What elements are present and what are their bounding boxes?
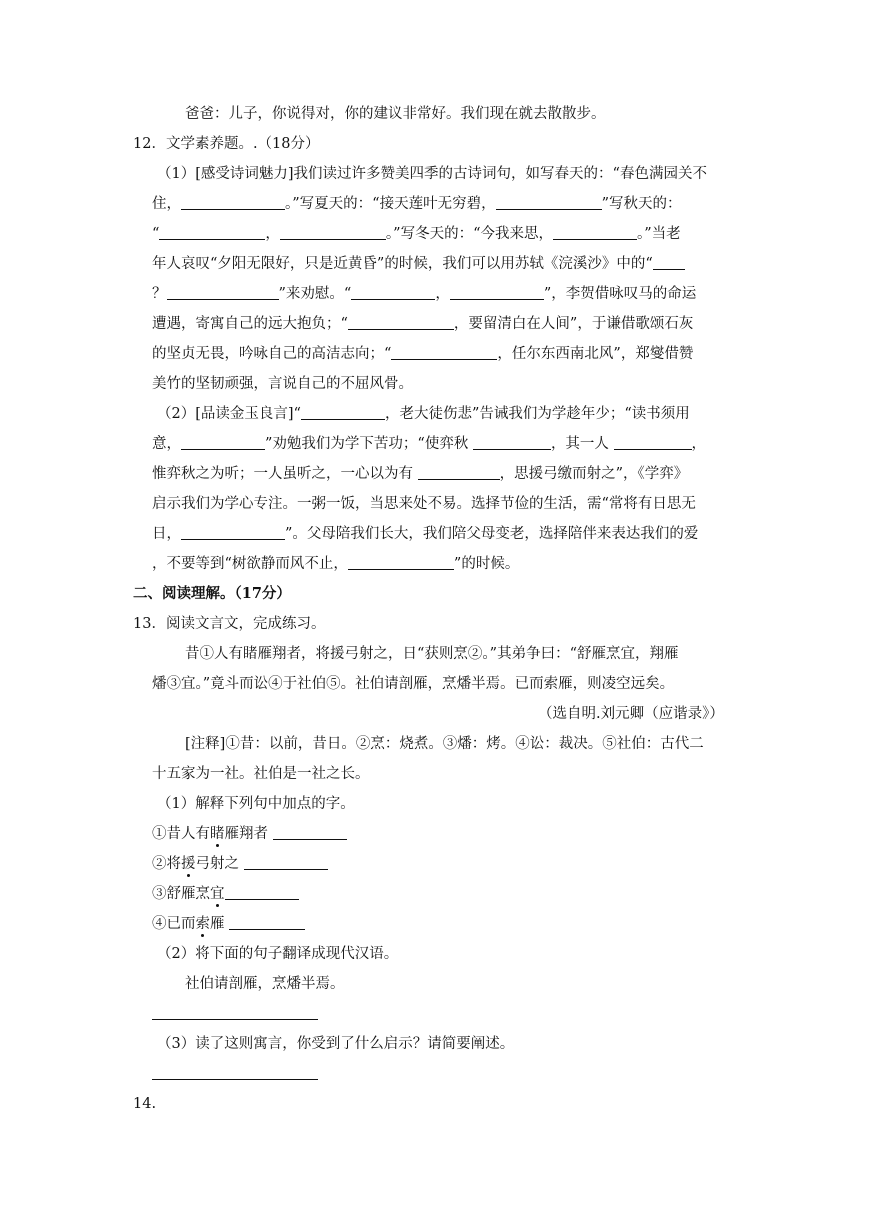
answer-blank[interactable] [301, 405, 385, 420]
sub-item: 社伯请剖雁，烹燔半焉。 [185, 976, 345, 992]
answer-blank[interactable] [167, 285, 279, 300]
text-line: ？ ”来劝慰。“ ， ”，李贺借咏叹马的命运 [152, 286, 697, 302]
section-heading: 二、阅读理解。（17分） [133, 585, 291, 602]
annotation-line: [注释]①昔：以前，昔日。②烹：烧煮。③燔：烤。④讼：裁决。⑤社伯：古代二 [185, 736, 704, 752]
answer-blank[interactable] [450, 285, 544, 300]
text-line: “ ， 。”写冬天的：“今我来思， 。”当老 [152, 226, 681, 242]
text-line: 日， ”。父母陪我们长大，我们陪父母变老，选择陪伴来表达我们的爱 [152, 526, 699, 542]
answer-blank[interactable] [181, 195, 285, 210]
text-line: （2）[品读金玉良言]“ ，老大徒伤悲”告诫我们为学趁年少；“读书须用 [157, 406, 690, 422]
answer-blank[interactable] [348, 315, 454, 330]
sub-item: ③舒雁烹宜 [152, 884, 299, 904]
annotation-line: 十五家为一社。社伯是一社之长。 [152, 766, 370, 782]
passage-source: （选自明.刘元卿（应谐录》） [538, 706, 724, 722]
answer-line[interactable] [152, 1004, 318, 1024]
question-14-title: 14. [133, 1096, 157, 1112]
sub-question: （2）将下面的句子翻译成现代汉语。 [157, 946, 399, 962]
answer-blank[interactable] [244, 855, 328, 870]
passage-line: 燔③宜。”竟斗而讼④于社伯⑤。社伯请剖雁，烹燔半焉。已而索雁，则凌空远矣。 [152, 676, 675, 692]
text-line: 的坚贞无畏，吟咏自己的高洁志向；“ ，任尔东西南北风”，郑燮借赞 [152, 346, 694, 362]
sub-item: ①昔人有睹雁翔者 [152, 824, 347, 844]
text-line: 年人哀叹“夕阳无限好，只是近黄昏”的时候，我们可以用苏轼《浣溪沙》中的“ [152, 254, 685, 274]
answer-blank[interactable] [496, 195, 602, 210]
question-12-title: 12．文学素养题。.（18分） [133, 136, 320, 152]
answer-blank[interactable] [280, 225, 386, 240]
question-13-title: 13．阅读文言文，完成练习。 [133, 616, 326, 632]
answer-blank[interactable] [351, 285, 435, 300]
text-line: 美竹的坚韧顽强，言说自己的不屈风骨。 [152, 376, 413, 392]
text-line: 惟弈秋之为听；一人虽听之，一心以为有 ，思援弓缴而射之”，《学弈》 [152, 466, 689, 482]
answer-blank[interactable] [159, 225, 265, 240]
answer-blank[interactable] [273, 825, 347, 840]
answer-blank[interactable] [181, 435, 265, 450]
answer-line[interactable] [152, 1064, 318, 1084]
answer-blank[interactable] [391, 345, 497, 360]
answer-blank[interactable] [553, 225, 637, 240]
text-line: 启示我们为学心专注。一粥一饭，当思来处不易。选择节俭的生活，需“常将有日思无 [152, 496, 696, 512]
sub-question: （1）解释下列句中加点的字。 [157, 796, 355, 812]
text-line: 遭遇，寄寓自己的远大抱负；“ ，要留清白在人间”，于谦借歌颂石灰 [152, 316, 694, 332]
text-line: ，不要等到“树欲静而风不止， ”的时候。 [152, 556, 520, 572]
answer-blank[interactable] [473, 435, 551, 450]
text-line: 住， 。”写夏天的：“接天莲叶无穷碧， ”写秋天的： [152, 196, 682, 212]
answer-blank[interactable] [225, 885, 299, 900]
text-line: 意， ”劝勉我们为学下苦功；“使弈秋 ，其一人 ， [152, 436, 707, 452]
sub-item: ②将援弓射之 [152, 854, 328, 874]
answer-blank[interactable] [418, 465, 500, 480]
answer-blank[interactable] [181, 525, 285, 540]
sub-question: （3）读了这则寓言，你受到了什么启示？请简要阐述。 [157, 1036, 515, 1052]
answer-blank[interactable] [229, 915, 305, 930]
answer-blank[interactable] [653, 255, 685, 270]
answer-blank[interactable] [348, 555, 454, 570]
text-line: 爸爸：儿子，你说得对，你的建议非常好。我们现在就去散散步。 [185, 106, 606, 122]
passage-line: 昔①人有睹雁翔者，将援弓射之，日“获则烹②。”其弟争曰：“舒雁烹宜，翔雁 [185, 646, 679, 662]
answer-blank[interactable] [614, 435, 692, 450]
sub-item: ④已而索雁 [152, 914, 305, 934]
text-line: （1）[感受诗词魅力]我们读过许多赞美四季的古诗词句，如写春天的：“春色满园关不 [157, 166, 707, 182]
